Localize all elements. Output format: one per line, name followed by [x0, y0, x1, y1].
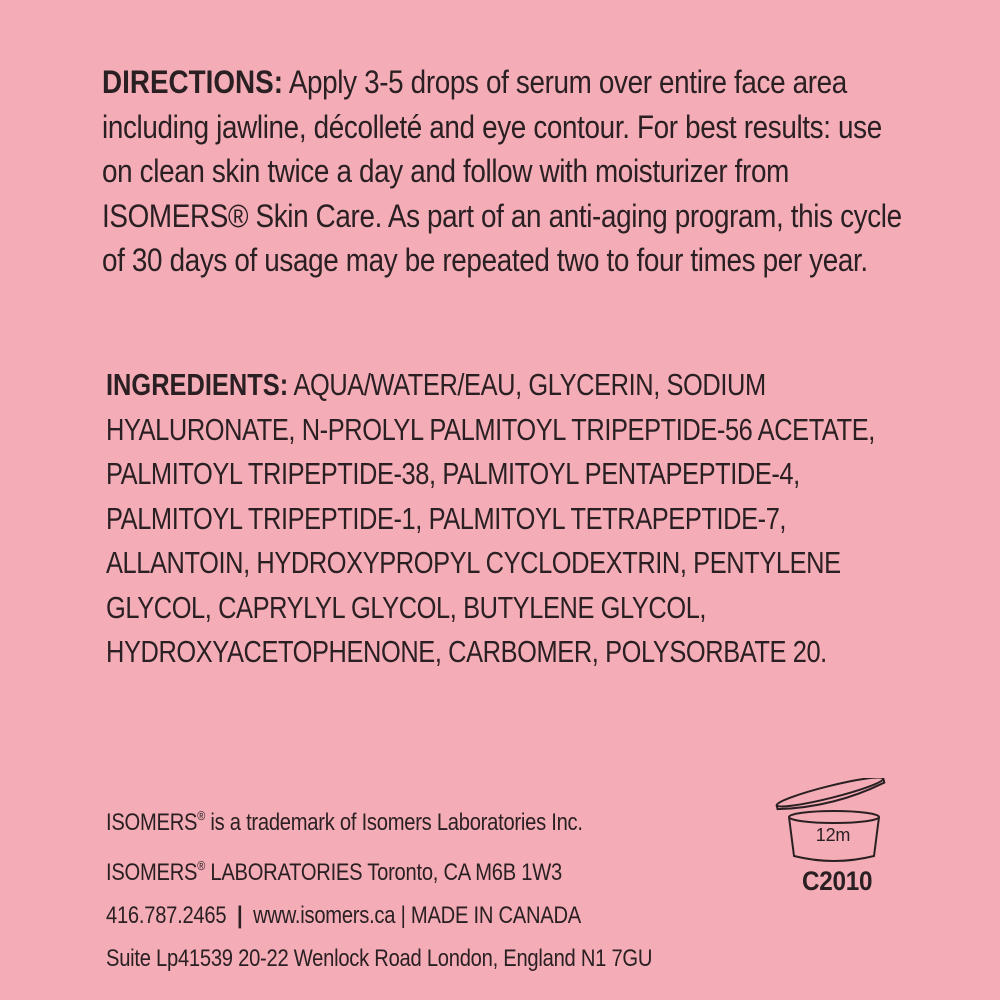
pao-period: 12m: [815, 825, 851, 845]
phone-number: 416.787.2465: [106, 902, 227, 929]
ingredients-label: INGREDIENTS:: [106, 367, 289, 402]
uk-address-line: Suite Lp41539 20-22 Wenlock Road London, England N1 7GU: [106, 945, 653, 972]
address-text: LABORATORIES Toronto, CA M6B 1W3: [205, 859, 562, 886]
ingredients-text: AQUA/WATER/EAU, GLYCERIN, SODIUM HYALURONATE, N-PROLYL PALMITOYL TRIPEPTIDE-56 ACETATE, PALMITOYL TRIPEPTIDE-38, PALMITOYL PENTAPEPTIDE-4, PALMITOYL TRIPEPTIDE-1, PALMITOYL TETRAPEPTIDE-7, ALLANTOIN, HYDROXYPROPYL CYCLODEXTRIN, PENTYLENE GLYCOL, CAPRYLYL GLYCOL, BUTYLENE GLYCOL, HYDROXYACETOPHENONE, CARBOMER, POLYSORBATE 20.: [106, 367, 875, 669]
address-line: [106, 844, 778, 894]
website-origin: www.isomers.ca | MADE IN CANADA: [253, 902, 582, 929]
address-brand: ISOMERS: [106, 859, 198, 886]
ingredients-paragraph: [106, 363, 893, 675]
period-after-opening-symbol: [772, 778, 890, 880]
directions-label: DIRECTIONS:: [102, 64, 283, 100]
contact-line: [106, 894, 778, 937]
registered-mark: ®: [197, 858, 206, 873]
separator: |: [237, 902, 243, 929]
trademark-brand: ISOMERS: [106, 809, 198, 836]
directions-text: Apply 3-5 drops of serum over entire face area including jawline, décolleté and eye contour. For best results: use on clean skin twice a day and follow with moisturizer from ISOMERS® Skin Care. As part of an anti-aging program, this cycle of 30 days of usage may be repeated two to four times per year.: [102, 64, 902, 278]
trademark-line: [106, 794, 778, 844]
batch-code: C2010: [802, 866, 873, 896]
company-info: [106, 794, 778, 980]
registered-mark: ®: [197, 808, 206, 823]
directions-paragraph: [102, 60, 902, 283]
trademark-text: is a trademark of Isomers Laboratories Inc.: [205, 809, 583, 836]
